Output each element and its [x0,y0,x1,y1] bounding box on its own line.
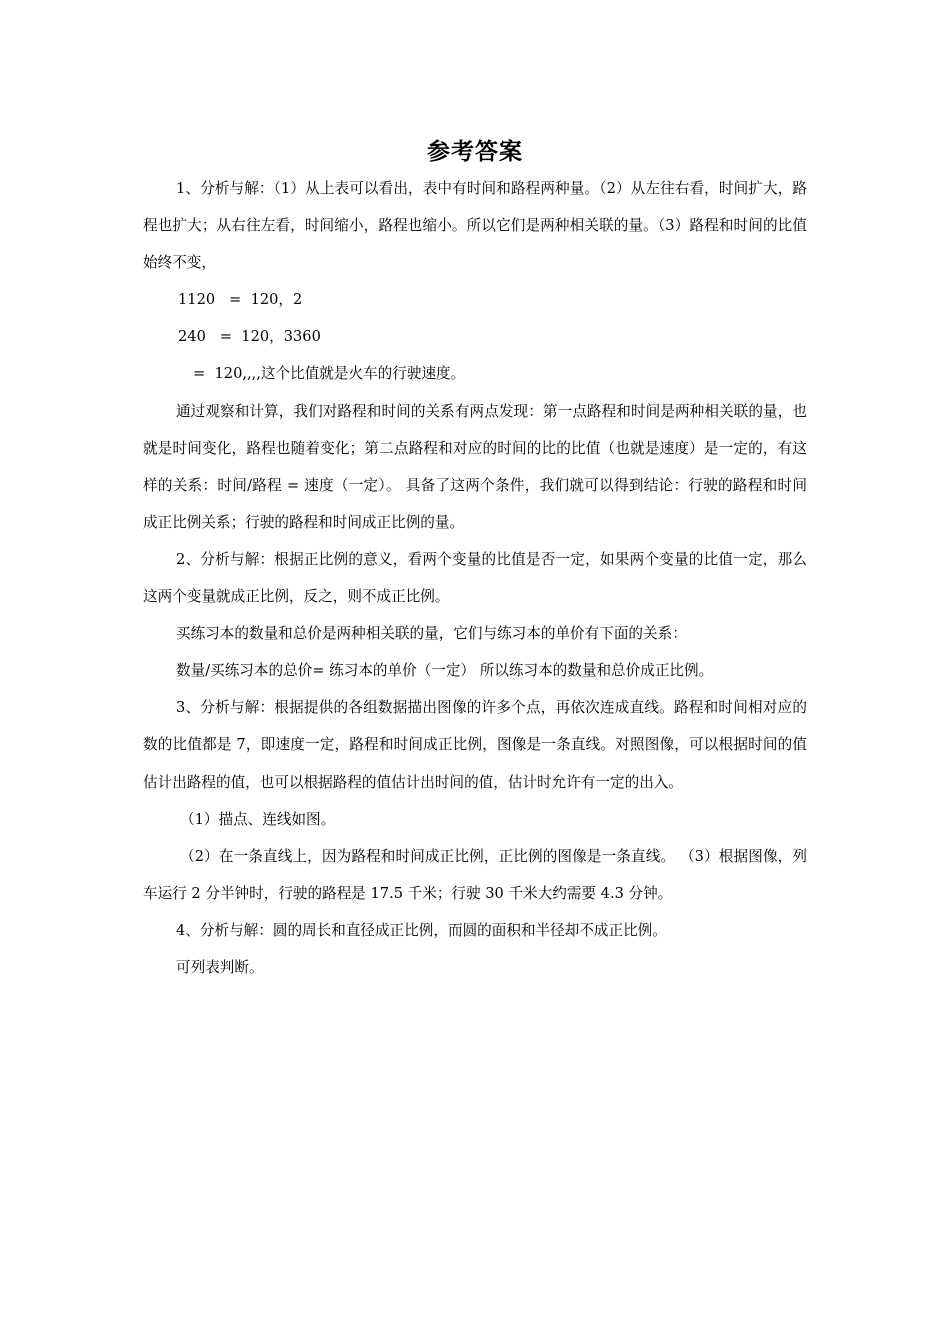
ratio-equation-1: 1120 = 120，2 [178,291,303,309]
exercise-book-paragraph: 买练习本的数量和总价是两种相关联的量，它们与练习本的单价有下面的关系： [176,625,687,643]
ratio-equation-2: 240 = 120，3360 [178,328,321,346]
answer-4-paragraph: 4、分析与解：圆的周长和直径成正比例，而圆的面积和半径却不成正比例。 [176,921,667,939]
answer-3-part-2-3: （2）在一条直线上，因为路程和时间成正比例，正比例的图像是一条直线。 （3）根据图像，列车运行 2 分半钟时，行驶的路程是 17.5 千米；行驶 30 千米大约需要 4.3 分钟。 [143,847,807,902]
answer-body [143,170,807,986]
answer-3-part-1: （1）描点、连线如图。 [180,810,336,828]
answer-3-paragraph: 3、分析与解：根据提供的各组数据描出图像的许多个点，再依次连成直线。路程和时间相对应的数的比值都是 7，即速度一定，路程和时间成正比例，图像是一条直线。对照图像，可以根据时间的值估计出路程的值，也可以根据路程的值估计出时间的值，估计时允许有一定的出入。 [143,699,807,791]
table-judgement-note: 可列表判断。 [176,958,264,976]
answer-2-paragraph: 2、分析与解：根据正比例的意义，看两个变量的比值是否一定，如果两个变量的比值一定，那么这两个变量就成正比例，反之，则不成正比例。 [143,550,807,606]
answer-1-paragraph: 1、分析与解：（1）从上表可以看出，表中有时间和路程两种量。（2）从左往右看，时间扩大，路程也扩大；从右往左看，时间缩小，路程也缩小。所以它们是两种相关联的量。（3）路程和时间的比值始终不变， [143,180,807,272]
ratio-equation-3: = 120,,,,这个比值就是火车的行驶速度。 [193,365,466,383]
exercise-book-relation: 数量/买练习本的总价= 练习本的单价（一定） 所以练习本的数量和总价成正比例。 [176,662,714,680]
page-title: 参考答案 [427,139,523,165]
observation-paragraph: 通过观察和计算，我们对路程和时间的关系有两点发现：第一点路程和时间是两种相关联的量，也就是时间变化，路程也随着变化；第二点路程和对应的时间的比的比值（也就是速度）是一定的，有这样的关系：时间/路程 = 速度（一定）。 具备了这两个条件，我们就可以得到结论：行驶的路程和时间成正比例关系；行驶的路程和时间成正比例的量。 [143,402,807,531]
